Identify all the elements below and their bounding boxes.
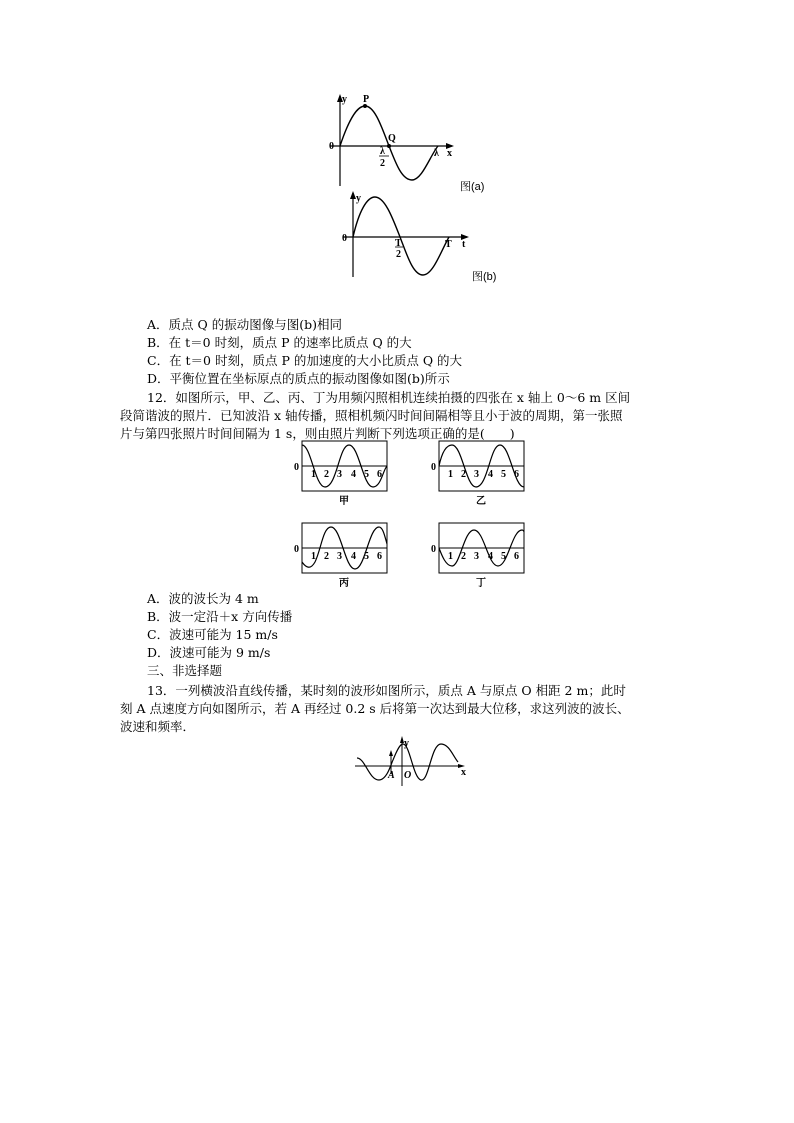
svg-text:3: 3	[474, 469, 479, 480]
svg-text:1: 1	[448, 469, 453, 480]
origin-label: 0	[342, 233, 347, 244]
figure-b-graph	[343, 193, 478, 279]
half-t-num: T	[395, 238, 402, 249]
q11-option-b: B．在 t＝0 时刻，质点 P 的速率比质点 Q 的大	[147, 335, 412, 350]
q11-option-c: C．在 t＝0 时刻，质点 P 的加速度的大小比质点 Q 的大	[147, 353, 463, 368]
svg-text:3: 3	[337, 469, 342, 480]
photo-bing-label: 丙	[339, 578, 349, 589]
figure-b-caption: 图(b)	[472, 271, 497, 283]
q12-line-1: 12．如图所示，甲、乙、丙、丁为用频闪照相机连续拍摄的四张在 x 轴上 0～6 m 区间	[147, 390, 631, 405]
half-lambda-num: λ	[380, 146, 385, 157]
y-label: y	[342, 94, 347, 105]
svg-text:4: 4	[488, 469, 493, 480]
q12-option-d: D．波速可能为 9 m/s	[147, 645, 271, 660]
section-title: 三、非选择题	[147, 663, 223, 678]
q13-line-1: 13．一列横波沿直线传播，某时刻的波形如图所示，质点 A 与原点 O 相距 2 m；此时	[147, 683, 626, 698]
svg-text:4: 4	[351, 551, 356, 562]
photo-yi-label: 乙	[476, 496, 486, 507]
x-label: x	[461, 767, 466, 778]
svg-text:6: 6	[377, 469, 382, 480]
photo-ding-label: 丁	[476, 578, 486, 589]
point-a-label: A	[388, 770, 395, 781]
svg-text:1: 1	[311, 469, 316, 480]
lambda-label: λ	[434, 148, 439, 159]
q12-option-a: A．波的波长为 4 m	[147, 591, 259, 606]
q12-option-b: B．波一定沿＋x 方向传播	[147, 609, 293, 624]
svg-text:0: 0	[294, 544, 299, 555]
svg-text:2: 2	[461, 551, 466, 562]
half-t-den: 2	[396, 249, 401, 260]
q11-option-d: D．平衡位置在坐标原点的质点的振动图像如图(b)所示	[147, 371, 450, 386]
svg-text:0: 0	[294, 462, 299, 473]
svg-text:5: 5	[501, 551, 506, 562]
photo-ding	[430, 522, 530, 590]
svg-text:2: 2	[324, 551, 329, 562]
svg-text:0: 0	[431, 462, 436, 473]
svg-text:1: 1	[448, 551, 453, 562]
x-label: x	[447, 148, 452, 159]
q13-line-3: 波速和频率．	[120, 719, 196, 734]
svg-text:1: 1	[311, 551, 316, 562]
svg-text:5: 5	[364, 551, 369, 562]
q12-line-2: 段简谐波的照片．已知波沿 x 轴传播，照相机频闪时间间隔相等且小于波的周期，第一张照	[120, 408, 623, 423]
photo-yi	[430, 440, 530, 508]
y-label: y	[404, 738, 409, 749]
period-label: T	[445, 239, 452, 250]
half-lambda-den: 2	[380, 158, 385, 169]
photo-bing	[293, 522, 393, 590]
point-q-dot	[387, 144, 391, 148]
vibration-curve	[353, 197, 449, 275]
point-q-label: Q	[388, 133, 396, 144]
velocity-arrow-head	[389, 750, 393, 756]
svg-text:6: 6	[514, 551, 519, 562]
q12-line-3: 片与第四张照片时间间隔为 1 s，则由照片判断下列选项正确的是( )	[120, 426, 515, 441]
photo-jia	[293, 440, 393, 508]
t-label: t	[462, 239, 466, 250]
q13-line-2: 刻 A 点速度方向如图所示，若 A 再经过 0.2 s 后将第一次达到最大位移，求这列波的波长、	[120, 701, 630, 716]
origin-o-label: O	[404, 770, 412, 781]
figure-a	[330, 96, 470, 190]
photo-jia-label: 甲	[339, 496, 349, 507]
q13-figure	[355, 738, 470, 788]
svg-text:2: 2	[461, 469, 466, 480]
svg-text:3: 3	[337, 551, 342, 562]
figure-a-caption: 图(a)	[460, 181, 485, 193]
q11-option-a: A．质点 Q 的振动图像与图(b)相同	[147, 317, 342, 332]
svg-text:3: 3	[474, 551, 479, 562]
svg-text:5: 5	[501, 469, 506, 480]
svg-text:4: 4	[488, 551, 493, 562]
figure-b	[343, 193, 478, 279]
y-label: y	[356, 193, 361, 204]
svg-text:5: 5	[364, 469, 369, 480]
q12-option-c: C．波速可能为 15 m/s	[147, 627, 278, 642]
origin-label: 0	[329, 141, 334, 152]
svg-text:6: 6	[377, 551, 382, 562]
figure-a-graph	[330, 96, 470, 190]
svg-text:0: 0	[431, 544, 436, 555]
svg-text:4: 4	[351, 469, 356, 480]
svg-text:6: 6	[514, 469, 519, 480]
point-p-label: P	[363, 94, 370, 105]
svg-text:2: 2	[324, 469, 329, 480]
